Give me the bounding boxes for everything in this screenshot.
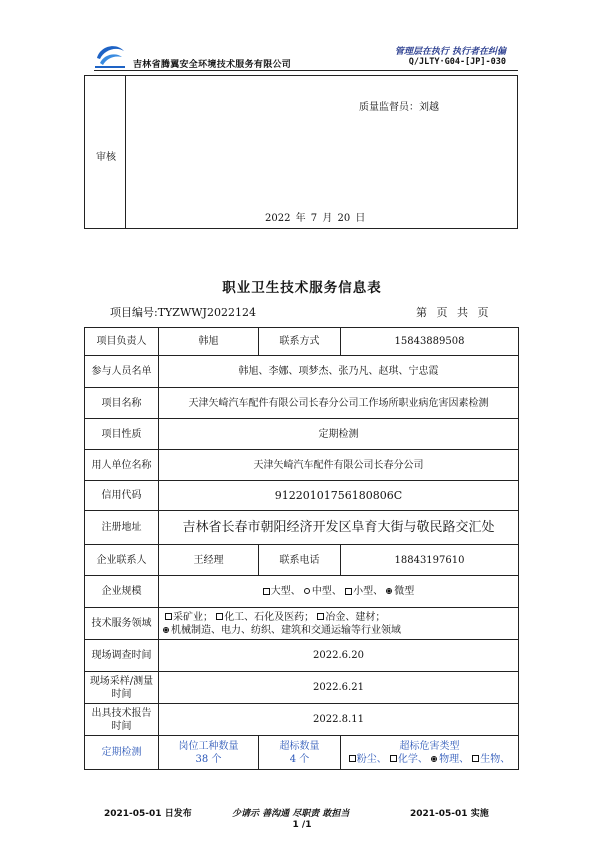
checkbox-dust[interactable] (349, 755, 356, 762)
project-name-label: 项目名称 (85, 388, 159, 419)
address-value: 吉林省长春市朝阳经济开发区阜育大街与敬民路交汇处 (159, 511, 519, 545)
members-value: 韩旭、李娜、项梦杰、张乃凡、赵琪、宁忠霞 (159, 356, 519, 388)
exceed-cell (259, 736, 341, 770)
table-row (85, 672, 519, 704)
contact-label: 联系方式 (259, 328, 341, 356)
table-row (85, 704, 519, 736)
field-machinery: 机械制造、电力、纺织、建筑和交通运输等行业领域 (171, 624, 401, 636)
table-row (85, 328, 519, 356)
sampling-value: 2022.6.21 (159, 672, 519, 704)
quality-supervisor: 质量监督员：刘越 (359, 102, 439, 113)
review-box (84, 75, 518, 229)
table-row (85, 481, 519, 511)
scale-large: 大型、 (270, 586, 301, 597)
posts-value: 38 个 (195, 753, 222, 765)
table-row (85, 736, 519, 770)
table-row (85, 511, 519, 545)
periodic-label: 定期检测 (85, 736, 159, 770)
report-label: 出具技术报告时间 (85, 704, 159, 736)
survey-label: 现场调查时间 (85, 640, 159, 672)
footer-motto: 少请示 善沟通 尽职责 敢担当 (232, 809, 350, 819)
review-date: 2022 年 7 月 20 日 (265, 213, 366, 224)
ent-phone-label: 联系电话 (259, 545, 341, 576)
table-row (85, 450, 519, 481)
checkbox-chemical[interactable] (216, 613, 223, 620)
contact-value: 15843889508 (341, 328, 519, 356)
ent-contact-label: 企业联系人 (85, 545, 159, 576)
field-metallurgy: 冶金、建材； (325, 611, 386, 623)
form-title: 职业卫生技术服务信息表 (222, 280, 382, 296)
checkbox-large[interactable] (263, 588, 270, 595)
project-name-value: 天津矢崎汽车配件有限公司长春分公司工作场所职业病危害因素检测 (159, 388, 519, 419)
header-divider (94, 70, 518, 71)
scale-micro: 微型 (394, 586, 415, 597)
table-row (85, 419, 519, 450)
review-label: 审核 (96, 152, 116, 163)
checkbox-small[interactable] (345, 588, 352, 595)
hazard-physical: 物理、 (439, 753, 470, 765)
field-options (159, 608, 519, 640)
radio-medium[interactable] (304, 588, 310, 594)
radio-micro-selected[interactable] (386, 588, 392, 594)
scale-options (159, 576, 519, 608)
table-row (85, 640, 519, 672)
checkbox-biological[interactable] (472, 755, 479, 762)
ent-phone-value: 18843197610 (341, 545, 519, 576)
checkbox-metallurgy[interactable] (317, 613, 324, 620)
table-row (85, 576, 519, 608)
checkbox-mining[interactable] (165, 613, 172, 620)
hazard-options (344, 753, 515, 766)
radio-physical-selected[interactable] (431, 756, 437, 762)
table-row (85, 356, 519, 388)
effective-date: 2021-05-01 实施 (410, 809, 489, 819)
page-number: 1 /1 (292, 820, 312, 830)
table-row (85, 608, 519, 640)
hazard-chemical: 化学、 (397, 753, 428, 765)
field-mining: 采矿业； (173, 611, 213, 623)
leader-label: 项目负责人 (85, 328, 159, 356)
exceed-value: 4 个 (289, 753, 310, 765)
members-label: 参与人员名单 (85, 356, 159, 388)
leader-value: 韩旭 (159, 328, 259, 356)
scale-small: 小型、 (353, 586, 384, 597)
table-row (85, 388, 519, 419)
hazard-biological: 生物、 (480, 753, 511, 765)
address-label: 注册地址 (85, 511, 159, 545)
survey-value: 2022.6.20 (159, 640, 519, 672)
employer-label: 用人单位名称 (85, 450, 159, 481)
scale-medium: 中型、 (311, 586, 342, 597)
page-count: 第 页 共 页 (416, 306, 489, 319)
credit-value: 91220101756180806C (159, 481, 519, 511)
nature-label: 项目性质 (85, 419, 159, 450)
hazard-cell (341, 736, 519, 770)
ent-contact-value: 王经理 (159, 545, 259, 576)
org-name: 吉林省腾翼安全环境技术服务有限公司 (133, 60, 292, 70)
sampling-label: 现场采样/测量时间 (85, 672, 159, 704)
issue-date: 2021-05-01 日发布 (104, 809, 192, 819)
field-label: 技术服务领域 (85, 608, 159, 640)
doc-number: Q/JLTY·G04-[JP]-030 (408, 57, 506, 67)
checkbox-chemical-hazard[interactable] (390, 755, 397, 762)
exceed-label: 超标数量 (279, 740, 320, 752)
nature-value: 定期检测 (159, 419, 519, 450)
scale-label: 企业规模 (85, 576, 159, 608)
hazard-label: 超标危害类型 (399, 740, 460, 752)
posts-cell (159, 736, 259, 770)
header-slogan: 管理层在执行 执行者在纠偏 (394, 47, 506, 57)
credit-label: 信用代码 (85, 481, 159, 511)
review-divider (125, 76, 126, 228)
company-logo-icon (94, 42, 126, 70)
posts-label: 岗位工种数量 (178, 740, 239, 752)
table-row (85, 545, 519, 576)
radio-machinery-selected[interactable] (163, 627, 169, 633)
info-table (84, 327, 519, 770)
employer-value: 天津矢崎汽车配件有限公司长春分公司 (159, 450, 519, 481)
hazard-dust: 粉尘、 (356, 753, 387, 765)
field-chemical: 化工、石化及医药； (224, 611, 315, 623)
project-number: 项目编号:TYZWWJ2022124 (110, 306, 256, 319)
report-value: 2022.8.11 (159, 704, 519, 736)
